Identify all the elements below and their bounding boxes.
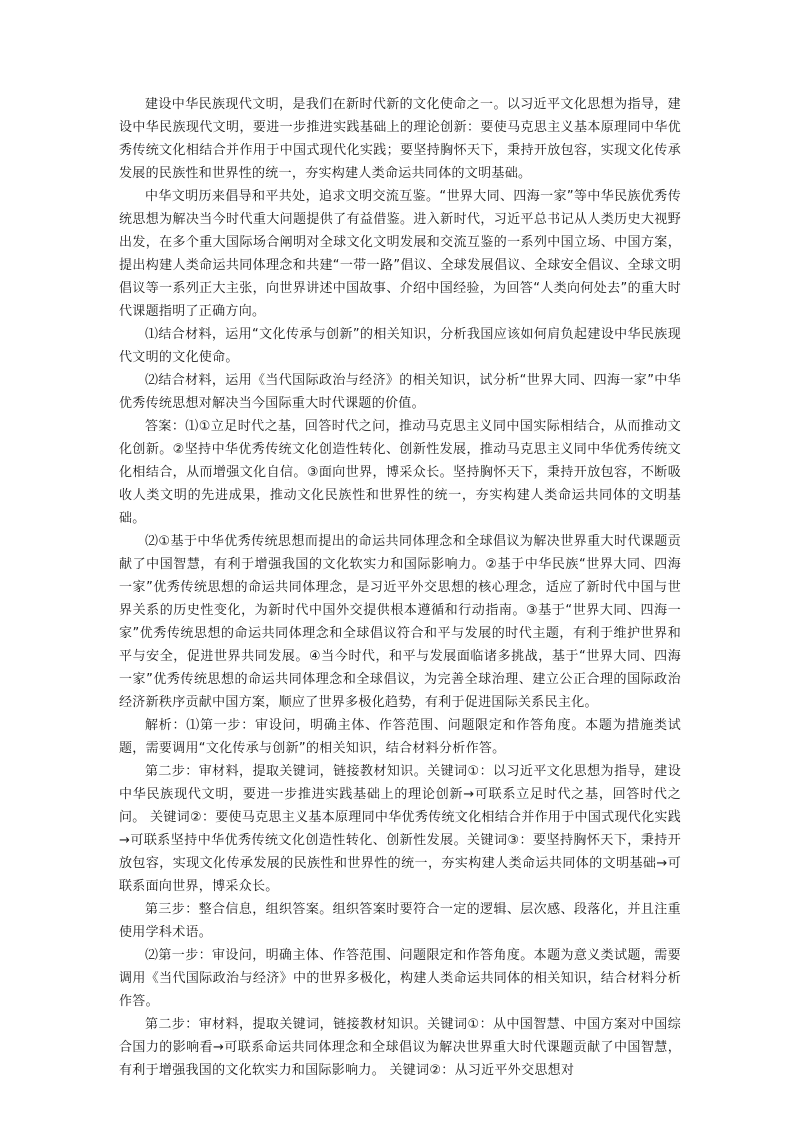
question-2: ⑵结合材料，运用《当代国际政治与经济》的相关知识，试分析“世界大同、四海一家”中华优秀传统思想对解决当今国际重大时代课题的价值。 xyxy=(119,373,681,411)
material-paragraph-1: 建设中华民族现代文明，是我们在新时代新的文化使命之一。以习近平文化思想为指导，建设中华民族现代文明，要进一步推进实践基础上的理论创新：要使马克思主义基本原理同中华优秀传统文化相结合并作用于中国式现代化实践；要坚持胸怀天下，秉持开放包容，实现文化传承发展的民族性和世界性的统一，夯实构建人类命运共同体的文明基础。 xyxy=(119,97,681,181)
analysis-2-step-2: 第二步：审材料，提取关键词，链接教材知识。关键词①：从中国智慧、中国方案对中国综合国力的影响看→可联系命运共同体理念和全球倡议为解决世界重大时代课题贡献了中国智慧，有利于增强我国的文化软实力和国际影响力。 关键词②：从习近平外交思想对 xyxy=(119,1017,681,1078)
answer-1: 答案：⑴①立足时代之基，回答时代之问，推动马克思主义同中国实际相结合，从而推动文化创新。②坚持中华优秀传统文化创造性转化、创新性发展，推动马克思主义同中华优秀传统文化相结合，从而增强文化自信。③面向世界，博采众长。坚持胸怀天下，秉持开放包容，不断吸收人类文明的先进成果，推动文化民族性和世界性的统一，夯实构建人类命运共同体的文明基础。 xyxy=(119,419,681,526)
analysis-1-step-1: 解析：⑴第一步：审设问，明确主体、作答范围、问题限定和作答角度。本题为措施类试题，需要调用“文化传承与创新”的相关知识，结合材料分析作答。 xyxy=(119,718,681,756)
analysis-2-step-1: ⑵第一步：审设问，明确主体、作答范围、问题限定和作答角度。本题为意义类试题，需要调用《当代国际政治与经济》中的世界多极化，构建人类命运共同体的相关知识，结合材料分析作答。 xyxy=(119,948,681,1009)
answer-2: ⑵①基于中华优秀传统思想而提出的命运共同体理念和全球倡议为解决世界重大时代课题贡献了中国智慧，有利于增强我国的文化软实力和国际影响力。②基于中华民族“世界大同、四海一家”优秀传统思想的命运共同体理念，是习近平外交思想的核心理念，适应了新时代中国与世界关系的历史性变化，为新时代中国外交提供根本遵循和行动指南。③基于“世界大同、四海一家”优秀传统思想的命运共同体理念和全球倡议符合和平与发展的时代主题，有利于维护世界和平与安全，促进世界共同发展。④当今时代，和平与发展面临诸多挑战，基于“世界大同、四海一家”优秀传统思想的命运共同体理念和全球倡议，为完善全球治理、建立公正合理的国际政治经济新秩序贡献中国方案，顺应了世界多极化趋势，有利于促进国际关系民主化。 xyxy=(119,534,681,710)
analysis-1-step-3: 第三步：整合信息，组织答案。组织答案时要符合一定的逻辑、层次感、段落化，并且注重使用学科术语。 xyxy=(119,902,681,940)
question-1: ⑴结合材料，运用“文化传承与创新”的相关知识，分析我国应该如何肩负起建设中华民族现代文明的文化使命。 xyxy=(119,327,681,365)
document-body xyxy=(119,93,681,1082)
analysis-1-step-2: 第二步：审材料，提取关键词，链接教材知识。关键词①：以习近平文化思想为指导，建设中华民族现代文明，要进一步推进实践基础上的理论创新→可联系立足时代之基，回答时代之问。 关键词②：要使马克思主义基本原理同中华优秀传统文化相结合并作用于中国式现代化实践→可联系坚持中华优秀传统文化创造性转化、创新性发展。关键词③：要坚持胸怀天下，秉持开放包容，实现文化传承发展的民族性和世界性的统一，夯实构建人类命运共同体的文明基础→可联系面向世界，博采众长。 xyxy=(119,764,681,894)
material-paragraph-2: 中华文明历来倡导和平共处，追求文明交流互鉴。“世界大同、四海一家”等中华民族优秀传统思想为解决当今时代重大问题提供了有益借鉴。进入新时代，习近平总书记从人类历史大视野出发，在多个重大国际场合阐明对全球文化文明发展和交流互鉴的一系列中国立场、中国方案，提出构建人类命运共同体理念和共建“一带一路”倡议、全球发展倡议、全球安全倡议、全球文明倡议等一系列正大主张，向世界讲述中国故事、介绍中国经验，为回答“人类向何处去”的重大时代课题指明了正确方向。 xyxy=(119,189,681,319)
